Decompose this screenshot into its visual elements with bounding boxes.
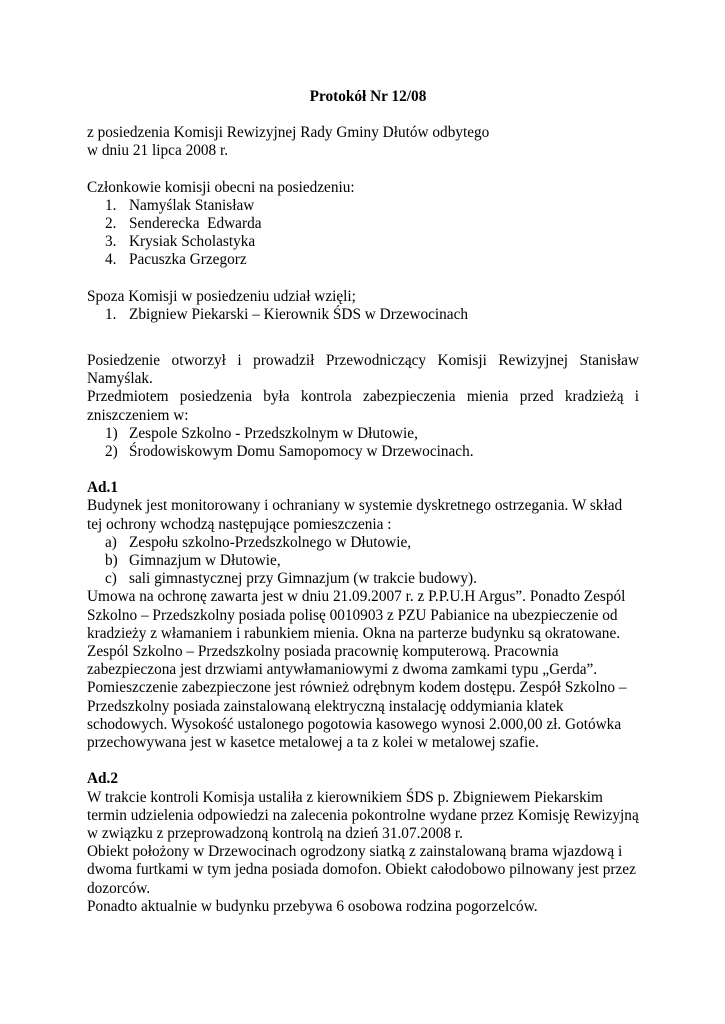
list-marker: 2): [105, 443, 118, 461]
list-marker: 4.: [105, 251, 117, 269]
guests-section: [87, 288, 639, 324]
inspection-scope-list: [87, 425, 639, 461]
intro-line-2: w dniu 21 lipca 2008 r.: [87, 142, 229, 160]
list-marker: a): [105, 533, 117, 551]
ad1-heading: Ad.1: [87, 479, 119, 497]
list-marker: 1.: [105, 305, 117, 323]
list-item-text: sali gimnastycznej przy Gimnazjum (w trakcie budowy).: [129, 570, 477, 588]
members-list: [87, 197, 639, 270]
guests-list: [87, 306, 639, 324]
member-name: Krysiak Scholastyka: [129, 233, 256, 251]
list-item-text: Gimnazjum w Dłutowie,: [129, 552, 281, 570]
list-item: [87, 233, 639, 251]
document-page: [87, 88, 639, 916]
members-section: [87, 179, 639, 270]
list-item-text: Zespole Szkolno - Przedszkolnym w Dłutowie,: [129, 424, 418, 442]
list-item: [87, 570, 639, 588]
list-marker: b): [105, 552, 118, 570]
list-item-text: Zespołu szkolno-Przedszkolnego w Dłutowie,: [129, 533, 412, 551]
list-marker: 2.: [105, 215, 117, 233]
list-item: [87, 251, 639, 269]
document-title: Protokół Nr 12/08: [309, 88, 427, 105]
member-name: Senderecka Edwarda: [129, 215, 262, 233]
subject-paragraph: Przedmiotem posiedzenia była kontrola zabezpieczenia mienia przed kradzieżą i zniszczeniem w:: [87, 388, 639, 424]
ad2-section: [87, 770, 639, 916]
intro-line-1: z posiedzenia Komisji Rewizyjnej Rady Gminy Dłutów odbytego: [87, 124, 490, 142]
intro: [87, 124, 639, 160]
list-marker: c): [105, 570, 117, 588]
list-item: [87, 443, 639, 461]
list-item: [87, 534, 639, 552]
ad1-list: [87, 534, 639, 589]
ad2-paragraph-3: Ponadto aktualnie w budynku przebywa 6 osobowa rodzina pogorzelców.: [87, 897, 538, 915]
list-item: [87, 306, 639, 324]
opening-section: [87, 352, 639, 461]
ad1-paragraph-1: Budynek jest monitorowany i ochraniany w systemie dyskretnego ostrzegania. W skład tej ochrony wchodzą następujące pomieszczenia :: [87, 497, 623, 533]
guest-name: Zbigniew Piekarski – Kierownik ŚDS w Drzewocinach: [129, 305, 469, 323]
ad1-paragraph-2: Umowa na ochronę zawarta jest w dniu 21.09.2007 r. z P.P.U.H Argus”. Ponadto Zespól Szkolno – Przedszkolny posiada polisę 0010903 z PZU Pabianice na ubezpieczenie od kradzieży z włamaniem i rabunkiem mienia. Okna na parterze budynku są okratowane. Zespól Szkolno – Przedszkolny posiada pracownię komputerową. Pracownia zabezpieczona jest drzwiami antywłamaniowymi z dwoma zamkami typu „Gerda”. Pomieszczenie zabezpieczone jest również odrębnym kodem dostępu. Zespół Szkolno – Przedszkolny posiada zainstalowaną elektryczną instalację oddymiania klatek schodowych. Wysokość ustalonego pogotowia kasowego wynosi 2.000,00 zł. Gotówka przechowywana jest w kasetce metalowej a ta z kolei w metalowej szafie.: [87, 588, 627, 752]
list-item: [87, 215, 639, 233]
ad2-paragraph-2: Obiekt położony w Drzewocinach ogrodzony siatką z zainstalowaną brama wjazdową i dwoma furtkami w tym jedna posiada domofon. Obiekt całodobowo pilnowany jest przez dozorców.: [87, 843, 636, 897]
list-marker: 1.: [105, 196, 117, 214]
guests-heading: Spoza Komisji w posiedzeniu udział wzięli;: [87, 287, 356, 305]
member-name: Pacuszka Grzegorz: [129, 251, 247, 269]
list-item: [87, 552, 639, 570]
opening-paragraph: Posiedzenie otworzył i prowadził Przewodniczący Komisji Rewizyjnej Stanisław Namyślak.: [87, 352, 639, 388]
list-item: [87, 425, 639, 443]
list-item: [87, 197, 639, 215]
list-marker: 1): [105, 424, 118, 442]
ad2-heading: Ad.2: [87, 770, 119, 788]
ad1-section: [87, 479, 639, 752]
ad2-paragraph-1: W trakcie kontroli Komisja ustaliła z kierownikiem ŚDS p. Zbigniewem Piekarskim termin udzielenia odpowiedzi na zalecenia pokontrolne wydane przez Komisję Rewizyjną w związku z przeprowadzoną kontrolą na dzień 31.07.2008 r.: [87, 788, 639, 842]
list-marker: 3.: [105, 233, 117, 251]
list-item-text: Środowiskowym Domu Samopomocy w Drzewocinach.: [129, 443, 474, 461]
members-heading: Członkowie komisji obecni na posiedzeniu:: [87, 178, 355, 196]
member-name: Namyślak Stanisław: [129, 196, 255, 214]
